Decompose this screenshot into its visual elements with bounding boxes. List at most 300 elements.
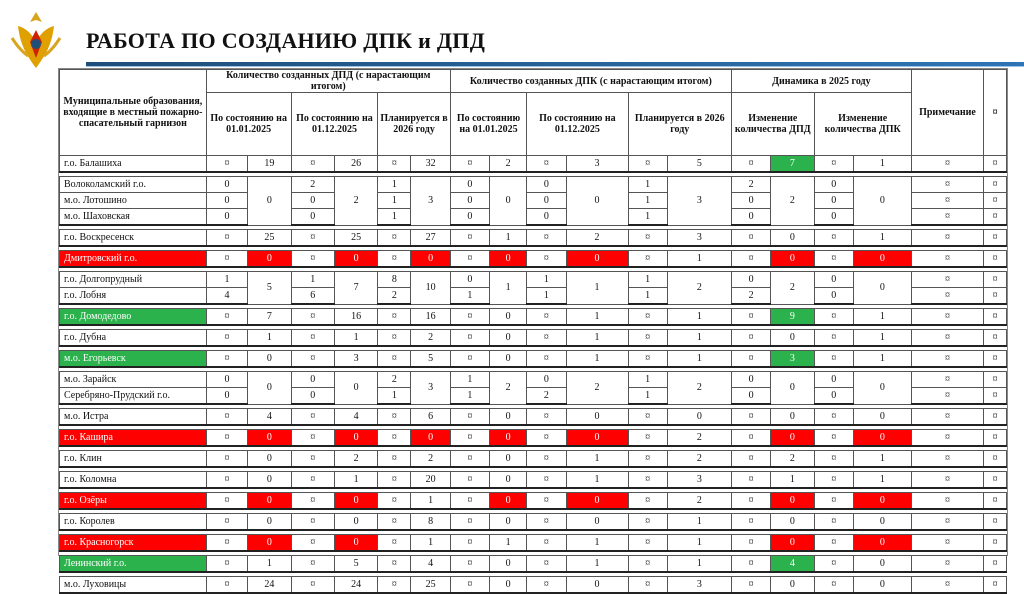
table-cell: 32 (411, 156, 450, 173)
table-cell: 0 (527, 372, 566, 388)
table-cell: ¤ (450, 514, 489, 531)
table-cell: 16 (334, 309, 377, 326)
table-cell: 1 (450, 288, 489, 305)
table-cell: 2 (334, 177, 377, 226)
table-cell: 3 (771, 351, 814, 368)
table-cell: м.о. Егорьевск (60, 351, 207, 368)
table-cell: ¤ (911, 493, 983, 510)
table-cell: Серебряно-Прудский г.о. (60, 388, 207, 405)
table-cell: ¤ (378, 430, 411, 447)
table-cell: ¤ (291, 309, 334, 326)
table-cell: 2 (667, 451, 731, 468)
table-cell: ¤ (911, 577, 983, 594)
table-cell: 2 (667, 272, 731, 305)
table-cell: ¤ (628, 472, 667, 489)
table-row (60, 556, 1007, 573)
table-row (60, 535, 1007, 552)
table-cell: 2 (731, 177, 770, 193)
table-cell: ¤ (814, 577, 853, 594)
table-cell: ¤ (206, 430, 247, 447)
header-dpd: Количество созданных ДПД (с нарастающим итогом) (206, 70, 450, 93)
table-cell: 1 (490, 535, 527, 552)
table-cell: ¤ (814, 309, 853, 326)
table-cell: ¤ (911, 177, 983, 193)
table-cell: ¤ (984, 409, 1007, 426)
table-cell: ¤ (527, 451, 566, 468)
table-cell: ¤ (628, 514, 667, 531)
table-cell: 1 (853, 230, 911, 247)
table-cell: ¤ (731, 230, 770, 247)
table-cell: 1 (628, 193, 667, 209)
table-cell: г.о. Долгопрудный (60, 272, 207, 288)
table-row (60, 577, 1007, 594)
table-cell: ¤ (450, 451, 489, 468)
table-cell: ¤ (731, 472, 770, 489)
table-cell: 8 (411, 514, 450, 531)
table-cell: 0 (450, 177, 489, 193)
table-cell: ¤ (984, 251, 1007, 268)
header-dpk-jan: По состоянию на 01.01.2025 (450, 93, 526, 156)
table-cell: 1 (667, 330, 731, 347)
table-cell: ¤ (527, 309, 566, 326)
table-cell: 1 (378, 388, 411, 405)
table-cell: 2 (771, 177, 814, 226)
table-cell: ¤ (527, 430, 566, 447)
table-cell: ¤ (291, 230, 334, 247)
table-cell: ¤ (731, 309, 770, 326)
table-cell: 7 (248, 309, 291, 326)
table-row (60, 451, 1007, 468)
table-cell: 0 (527, 193, 566, 209)
table-cell: 0 (853, 493, 911, 510)
table-cell: ¤ (527, 535, 566, 552)
table-cell: 1 (566, 472, 628, 489)
table-cell: 5 (248, 272, 291, 305)
table-cell: ¤ (206, 351, 247, 368)
table-cell: г.о. Домодедово (60, 309, 207, 326)
table-cell: ¤ (911, 272, 983, 288)
table-cell: 0 (771, 514, 814, 531)
table-cell: 4 (411, 556, 450, 573)
table-cell: 1 (628, 372, 667, 388)
table-cell: 0 (771, 430, 814, 447)
header-municipality: Муниципальные образования, входящие в местный пожарно-спасательный гарнизон (60, 70, 207, 156)
table-cell: 1 (667, 556, 731, 573)
table-cell: 0 (527, 177, 566, 193)
table-cell: ¤ (731, 251, 770, 268)
table-cell: 0 (566, 577, 628, 594)
table-cell: ¤ (984, 535, 1007, 552)
table-cell: ¤ (628, 251, 667, 268)
table-cell: 0 (490, 577, 527, 594)
table-cell: ¤ (814, 472, 853, 489)
table-cell: 1 (667, 251, 731, 268)
table-row (60, 272, 1007, 288)
table-cell: 9 (771, 309, 814, 326)
table-cell: 0 (853, 272, 911, 305)
table-cell: 24 (248, 577, 291, 594)
table-cell: ¤ (291, 430, 334, 447)
table-cell: 1 (206, 272, 247, 288)
table-cell: ¤ (378, 556, 411, 573)
table-cell: 0 (527, 209, 566, 226)
table-cell: ¤ (911, 288, 983, 305)
table-cell: ¤ (527, 156, 566, 173)
table-cell: 4 (206, 288, 247, 305)
table-cell: 2 (731, 288, 770, 305)
table-cell: 1 (566, 556, 628, 573)
table-cell: 0 (248, 514, 291, 531)
table-cell: ¤ (206, 230, 247, 247)
table-cell: 2 (378, 288, 411, 305)
table-cell: 1 (566, 309, 628, 326)
table-cell: ¤ (378, 330, 411, 347)
table-cell: ¤ (628, 493, 667, 510)
table-cell: ¤ (206, 251, 247, 268)
table-cell: ¤ (731, 514, 770, 531)
table-cell: 0 (248, 372, 291, 405)
table-cell: ¤ (450, 230, 489, 247)
table-cell: 1 (628, 272, 667, 288)
table-cell: ¤ (628, 535, 667, 552)
header-dpd-dec: По состоянию на 01.12.2025 (291, 93, 378, 156)
table-cell: ¤ (206, 493, 247, 510)
table-cell: 0 (490, 556, 527, 573)
table-cell: ¤ (378, 309, 411, 326)
table-cell: ¤ (984, 193, 1007, 209)
table-cell: 3 (667, 230, 731, 247)
table-cell: ¤ (206, 577, 247, 594)
table-cell: ¤ (527, 251, 566, 268)
table-cell: 0 (771, 372, 814, 405)
table-cell: 2 (527, 388, 566, 405)
table-row (60, 472, 1007, 489)
title-rule-light (86, 66, 1024, 67)
table-cell: ¤ (984, 230, 1007, 247)
table-cell: 1 (628, 209, 667, 226)
table-cell: ¤ (450, 430, 489, 447)
table-cell: 1 (334, 330, 377, 347)
table-cell: ¤ (206, 451, 247, 468)
table-cell: 0 (206, 372, 247, 388)
table-cell: 1 (248, 556, 291, 573)
table-cell: 2 (771, 451, 814, 468)
table-cell: 1 (667, 351, 731, 368)
table-cell: ¤ (911, 451, 983, 468)
table-cell: 0 (490, 177, 527, 226)
table-cell: 1 (771, 472, 814, 489)
table-row (60, 409, 1007, 426)
table-cell: ¤ (628, 409, 667, 426)
table-cell: 1 (248, 330, 291, 347)
table-cell: ¤ (291, 409, 334, 426)
table-cell: 0 (771, 577, 814, 594)
table-cell: ¤ (291, 251, 334, 268)
table-row (60, 351, 1007, 368)
table-cell: 3 (667, 577, 731, 594)
table-cell: 1 (853, 309, 911, 326)
table-cell: ¤ (731, 330, 770, 347)
table-cell: 0 (334, 493, 377, 510)
table-cell: 0 (490, 430, 527, 447)
table-cell: 1 (667, 309, 731, 326)
table-cell: 3 (566, 156, 628, 173)
table-cell: ¤ (984, 514, 1007, 531)
table-cell: ¤ (291, 330, 334, 347)
table-cell: 2 (667, 430, 731, 447)
table-cell: ¤ (911, 351, 983, 368)
table-cell: 0 (853, 577, 911, 594)
table-cell: 0 (411, 430, 450, 447)
table-cell: ¤ (628, 230, 667, 247)
table-cell: 0 (248, 451, 291, 468)
table-cell: ¤ (628, 156, 667, 173)
table-cell: 0 (450, 193, 489, 209)
table-cell: ¤ (206, 330, 247, 347)
table-cell: 2 (490, 156, 527, 173)
table-cell: 0 (206, 193, 247, 209)
table-cell: ¤ (911, 372, 983, 388)
table-cell: 0 (814, 372, 853, 388)
table-cell: 0 (334, 251, 377, 268)
table-cell: ¤ (984, 309, 1007, 326)
table-cell: ¤ (450, 251, 489, 268)
table-cell: ¤ (527, 330, 566, 347)
table-cell: 0 (490, 351, 527, 368)
table-cell: ¤ (450, 330, 489, 347)
table-cell: ¤ (450, 577, 489, 594)
header-dynamics: Динамика в 2025 году (731, 70, 911, 93)
table-cell: ¤ (206, 309, 247, 326)
table-cell: ¤ (291, 577, 334, 594)
table-cell: ¤ (814, 351, 853, 368)
table-cell: ¤ (527, 351, 566, 368)
table-cell: ¤ (814, 230, 853, 247)
table-cell: ¤ (291, 514, 334, 531)
table-cell: 2 (566, 372, 628, 405)
table-cell: 0 (248, 251, 291, 268)
table-cell: 1 (566, 272, 628, 305)
table-cell: 0 (853, 372, 911, 405)
table-cell: м.о. Лотошино (60, 193, 207, 209)
table-cell: 20 (411, 472, 450, 489)
table-cell: г.о. Кашира (60, 430, 207, 447)
table-cell: ¤ (378, 156, 411, 173)
table-cell: 0 (490, 514, 527, 531)
table-cell: ¤ (911, 251, 983, 268)
table-cell: ¤ (911, 556, 983, 573)
table-cell: 1 (628, 288, 667, 305)
table-cell: 0 (771, 230, 814, 247)
table-cell: ¤ (984, 556, 1007, 573)
table-cell: ¤ (911, 330, 983, 347)
table-cell: 0 (731, 209, 770, 226)
table-cell: 0 (814, 177, 853, 193)
table-cell: 4 (771, 556, 814, 573)
table-cell: ¤ (731, 430, 770, 447)
table-cell: 4 (334, 409, 377, 426)
table-cell: 0 (566, 430, 628, 447)
header-dpd-plan: Планируется в 2026 году (378, 93, 450, 156)
table-cell: 0 (206, 209, 247, 226)
dpk-dpd-table (58, 68, 1008, 590)
table-cell: ¤ (206, 535, 247, 552)
table-cell: 4 (248, 409, 291, 426)
table-cell: 0 (248, 472, 291, 489)
table-cell: ¤ (450, 309, 489, 326)
table-cell: 0 (667, 409, 731, 426)
table-cell: г.о. Озёры (60, 493, 207, 510)
table-cell: м.о. Зарайск (60, 372, 207, 388)
table-cell: 7 (771, 156, 814, 173)
table-cell: 0 (814, 209, 853, 226)
table-cell: ¤ (814, 409, 853, 426)
table-cell: 0 (411, 251, 450, 268)
table-cell: 0 (248, 535, 291, 552)
table-cell: ¤ (628, 351, 667, 368)
table-cell: ¤ (984, 209, 1007, 226)
table-cell: 0 (206, 177, 247, 193)
table-cell: 1 (334, 472, 377, 489)
table-cell: ¤ (911, 309, 983, 326)
table-cell: 1 (527, 272, 566, 288)
table-cell: ¤ (731, 493, 770, 510)
table-cell: 0 (853, 535, 911, 552)
table-cell: Ленинский г.о. (60, 556, 207, 573)
table-cell: ¤ (206, 556, 247, 573)
table-cell: 1 (490, 230, 527, 247)
table-cell: 1 (853, 330, 911, 347)
table-cell: 19 (248, 156, 291, 173)
table-cell: г.о. Дубна (60, 330, 207, 347)
table-cell: 0 (248, 177, 291, 226)
table-cell: ¤ (291, 156, 334, 173)
table-cell: ¤ (291, 351, 334, 368)
table-cell: 0 (853, 251, 911, 268)
table-cell: ¤ (814, 430, 853, 447)
table-cell: 1 (378, 209, 411, 226)
table-cell: 1 (527, 288, 566, 305)
table-cell: 7 (334, 272, 377, 305)
table-cell: 6 (411, 409, 450, 426)
table-cell: 0 (248, 351, 291, 368)
table-cell: 0 (490, 472, 527, 489)
header-dpk: Количество созданных ДПК (с нарастающим итогом) (450, 70, 731, 93)
table-cell: 10 (411, 272, 450, 305)
table-cell: ¤ (628, 556, 667, 573)
table-cell: Дмитровский г.о. (60, 251, 207, 268)
table-cell: ¤ (731, 556, 770, 573)
table-cell: ¤ (984, 272, 1007, 288)
table-cell: 2 (566, 230, 628, 247)
table-cell: ¤ (378, 230, 411, 247)
table-cell: 3 (411, 177, 450, 226)
table-cell: 6 (291, 288, 334, 305)
table-row (60, 493, 1007, 510)
table-cell: г.о. Красногорск (60, 535, 207, 552)
table-cell: 0 (771, 251, 814, 268)
table-cell: ¤ (984, 577, 1007, 594)
table-row (60, 430, 1007, 447)
table-cell: ¤ (628, 430, 667, 447)
table-cell: 0 (814, 388, 853, 405)
table-cell: 0 (566, 177, 628, 226)
table-cell: ¤ (628, 451, 667, 468)
table-cell: ¤ (378, 493, 411, 510)
table-cell: 0 (291, 193, 334, 209)
table-cell: 0 (731, 193, 770, 209)
table-cell: ¤ (450, 493, 489, 510)
table-cell: ¤ (731, 535, 770, 552)
table-cell: 2 (490, 372, 527, 405)
table-cell: ¤ (814, 556, 853, 573)
table-cell: 0 (334, 430, 377, 447)
table-cell: г.о. Коломна (60, 472, 207, 489)
table-cell: г.о. Королев (60, 514, 207, 531)
table-cell: ¤ (527, 514, 566, 531)
table-cell: ¤ (206, 514, 247, 531)
table-cell: 2 (291, 177, 334, 193)
table-cell: ¤ (527, 472, 566, 489)
table-row (60, 372, 1007, 388)
table-cell: ¤ (911, 209, 983, 226)
table-cell: 0 (814, 272, 853, 288)
table-cell: 0 (450, 272, 489, 288)
table-cell: ¤ (984, 177, 1007, 193)
table-cell: ¤ (378, 514, 411, 531)
table-cell: 0 (450, 209, 489, 226)
table-cell: 1 (490, 272, 527, 305)
table-cell: 25 (334, 230, 377, 247)
table-cell: ¤ (984, 451, 1007, 468)
table-cell: 1 (566, 351, 628, 368)
table-cell: ¤ (527, 230, 566, 247)
table-cell: 1 (667, 535, 731, 552)
table-row (60, 330, 1007, 347)
table-cell: ¤ (527, 556, 566, 573)
table-row (60, 230, 1007, 247)
table-cell: ¤ (378, 351, 411, 368)
table-cell: ¤ (911, 230, 983, 247)
table-cell: ¤ (450, 351, 489, 368)
table-cell: ¤ (814, 535, 853, 552)
table-cell: ¤ (731, 409, 770, 426)
table-row (60, 309, 1007, 326)
table-cell: ¤ (378, 472, 411, 489)
table-cell: 1 (667, 514, 731, 531)
table-cell: м.о. Истра (60, 409, 207, 426)
table-cell: ¤ (378, 451, 411, 468)
header-dpk-dec: По состоянию на 01.12.2025 (527, 93, 628, 156)
table-cell: 2 (334, 451, 377, 468)
header-note: Примечание (911, 70, 983, 156)
table-cell: ¤ (731, 451, 770, 468)
table-cell: 25 (411, 577, 450, 594)
table-cell: 1 (291, 272, 334, 288)
table-cell: 0 (853, 556, 911, 573)
table-cell: ¤ (450, 556, 489, 573)
table-cell: ¤ (527, 493, 566, 510)
table-cell: 0 (814, 193, 853, 209)
table-cell: 2 (771, 272, 814, 305)
table-cell: ¤ (731, 156, 770, 173)
table-cell: ¤ (206, 472, 247, 489)
header-dpk-change: Изменение количества ДПК (814, 93, 911, 156)
table-cell: 0 (490, 330, 527, 347)
table-cell: ¤ (911, 535, 983, 552)
table-cell: ¤ (911, 388, 983, 405)
table-cell: 0 (853, 409, 911, 426)
